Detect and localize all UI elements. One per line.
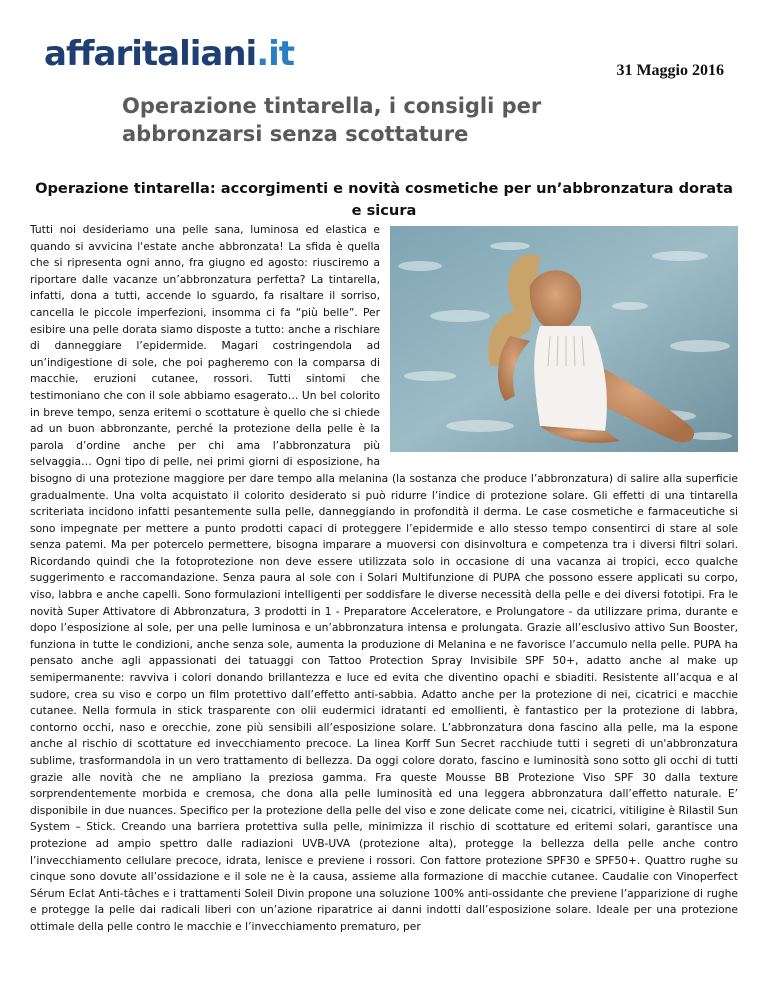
- article-photo: [390, 226, 738, 452]
- article-headline: Operazione tintarella, i consigli per abbronzarsi senza scottature: [122, 94, 542, 146]
- site-logo[interactable]: [44, 34, 294, 74]
- publication-date: 31 Maggio 2016: [616, 62, 724, 79]
- article-body-text: Tutti noi desideriamo una pelle sana, luminosa ed elastica e quando si avvicina l'estate anche abbronzata! La sfida è quella che si ripresenta ogni anno, fra giugno ed agosto: riusciremo a riportare dalle vacanze un’abbronzatura perfetta? La tintarella, infatti, dona a tutti, accende lo sguardo, fa risaltare il sorriso, cancella le piccole imperfezioni, insomma ci fa “più belle”. Per esibire una pelle dorata siamo disposte a tutto: anche a rischiare di danneggiare l’epidermide. Magari costringendola ad un’indigestione di sole, che poi pagheremo con la comparsa di macchie, eruzioni cutanee, rossori. Tutti sintomi che testimoniano che con il sole abbiamo esagerato… Un bel colorito in breve tempo, senza eritemi o scottature è quello che si chiede ad un buon abbronzante, perché la protezione della pelle è la parola d’ordine anche per chi ama l’abbronzatura più selvaggia… Ogni tipo di pelle, nei primi giorni di esposizione, ha bisogno di una protezione maggiore per dare tempo alla melanina (la sostanza che produce l’abbronzatura) di salire alla superficie gradualmente. Una volta acquistato il colorito desiderato si può ridurre l’indice di protezione solare. Gli effetti di una tintarella scriteriata incidono infatti pesantemente sulla pelle, danneggiando in profondità il derma. Le case cosmetiche e farmaceutiche si sono impegnate per mettere a punto prodotti capaci di proteggere l’epidermide e allo stesso tempo consentirci di stare al sole senza patemi. Ma per potercelo permettere, bisogna imparare a muoversi con disinvoltura e competenza tra i diversi filtri solari. Ricordando quindi che la fotoprotezione non deve essere utilizzata solo in occasione di una vacanza ai tropici, ecco qualche suggerimento e raccomandazione. Senza paura al sole con i Solari Multifunzione di PUPA che possono essere applicati su corpo, viso, labbra e anche capelli. Sono formulazioni intelligenti per soddisfare le diverse necessità della pelle e dei diversi fototipi. Fra le novità Super Attivatore di Abbronzatura, 3 prodotti in 1 - Preparatore Acceleratore, e Prolungatore - da utilizzare prima, durante e dopo l’esposizione al sole, per una pelle luminosa e un’abbronzatura intensa e prolungata. Grazie all’esclusivo attivo Sun Booster, funziona in tutte le condizioni, anche senza sole, aumenta la produzione di Melanina e ne favorisce l’accumulo nella pelle. PUPA ha pensato anche agli appassionati dei tatuaggi con Tattoo Protection Spray Invisibile SPF 50+, adatto anche al make up semipermanente: ravviva i colori donando brillantezza e luce ed evita che diventino opachi e sbiaditi. Resistente all’acqua e al sudore, crea su viso e corpo un film protettivo dall’effetto anti-sabbia. Adatto anche per la protezione di nei, cicatrici e macchie cutanee. Nella formula in stick trasparente con olii eudermici idratanti ed emollienti, è fantastico per la protezione di labbra, contorno occhi, naso e orecchie, zone più sensibili all’esposizione solare. L’abbronzatura dona fascino alla pelle, ma la espone anche al rischio di scottature ed invecchiamento precoce. La linea Korff Sun Secret racchiude tutti i segreti di un'abbronzatura sublime, trasformandola in un vero trattamento di bellezza. Da oggi colore dorato, fascino e luminosità sono sotto gli occhi di tutti grazie alle novità che ne ampliano la preziosa gamma. Fra queste Mousse BB Protezione Viso SPF 30 dalla texture sorprendentemente morbida e cremosa, che dona alla pelle luminosità ed una leggera abbronzatura dall’effetto naturale. E’ disponibile in due nuances. Specifico per la protezione della pelle del viso e zone delicate come nei, cicatrici, vitiligine è Rilastil Sun System – Stick. Creando una barriera protettiva sulla pelle, minimizza il rischio di scottature ed eritemi solari, garantisce una protezione ad ampio spettro dalle radiazioni UVB-UVA (protezione alta), protegge la bellezza della pelle anche contro l’invecchiamento cellulare precoce, idrata, lenisce e previene i rossori. Con fattore protezione SPF30 e SPF50+. Quattro rughe su cinque sono dovute all’ossidazione e il sole ne è la causa, assieme alla formazione di macchie cutanee. Caudalie con Vinoperfect Sérum Eclat Anti-tâches e i trattamenti Soleil Divin propone una soluzione 100% anti-ossidante che previene l’apparizione di rughe e protegge la pelle dai radicali liberi con un’azione riparatrice ai danni indotti dall’esposizione solare. Ideale per una protezione ottimale della pelle contro le macchie e l’invecchiamento prematuro, per: [30, 223, 738, 933]
- article-subheadline: Operazione tintarella: accorgimenti e novità cosmetiche per un’abbronzatura dorata e sicura: [35, 180, 733, 219]
- logo-main-text: affaritaliani: [44, 34, 257, 74]
- article-body-container: [30, 222, 738, 988]
- logo-tld-text: .it: [256, 34, 295, 74]
- woman-in-water-photo: [390, 226, 738, 452]
